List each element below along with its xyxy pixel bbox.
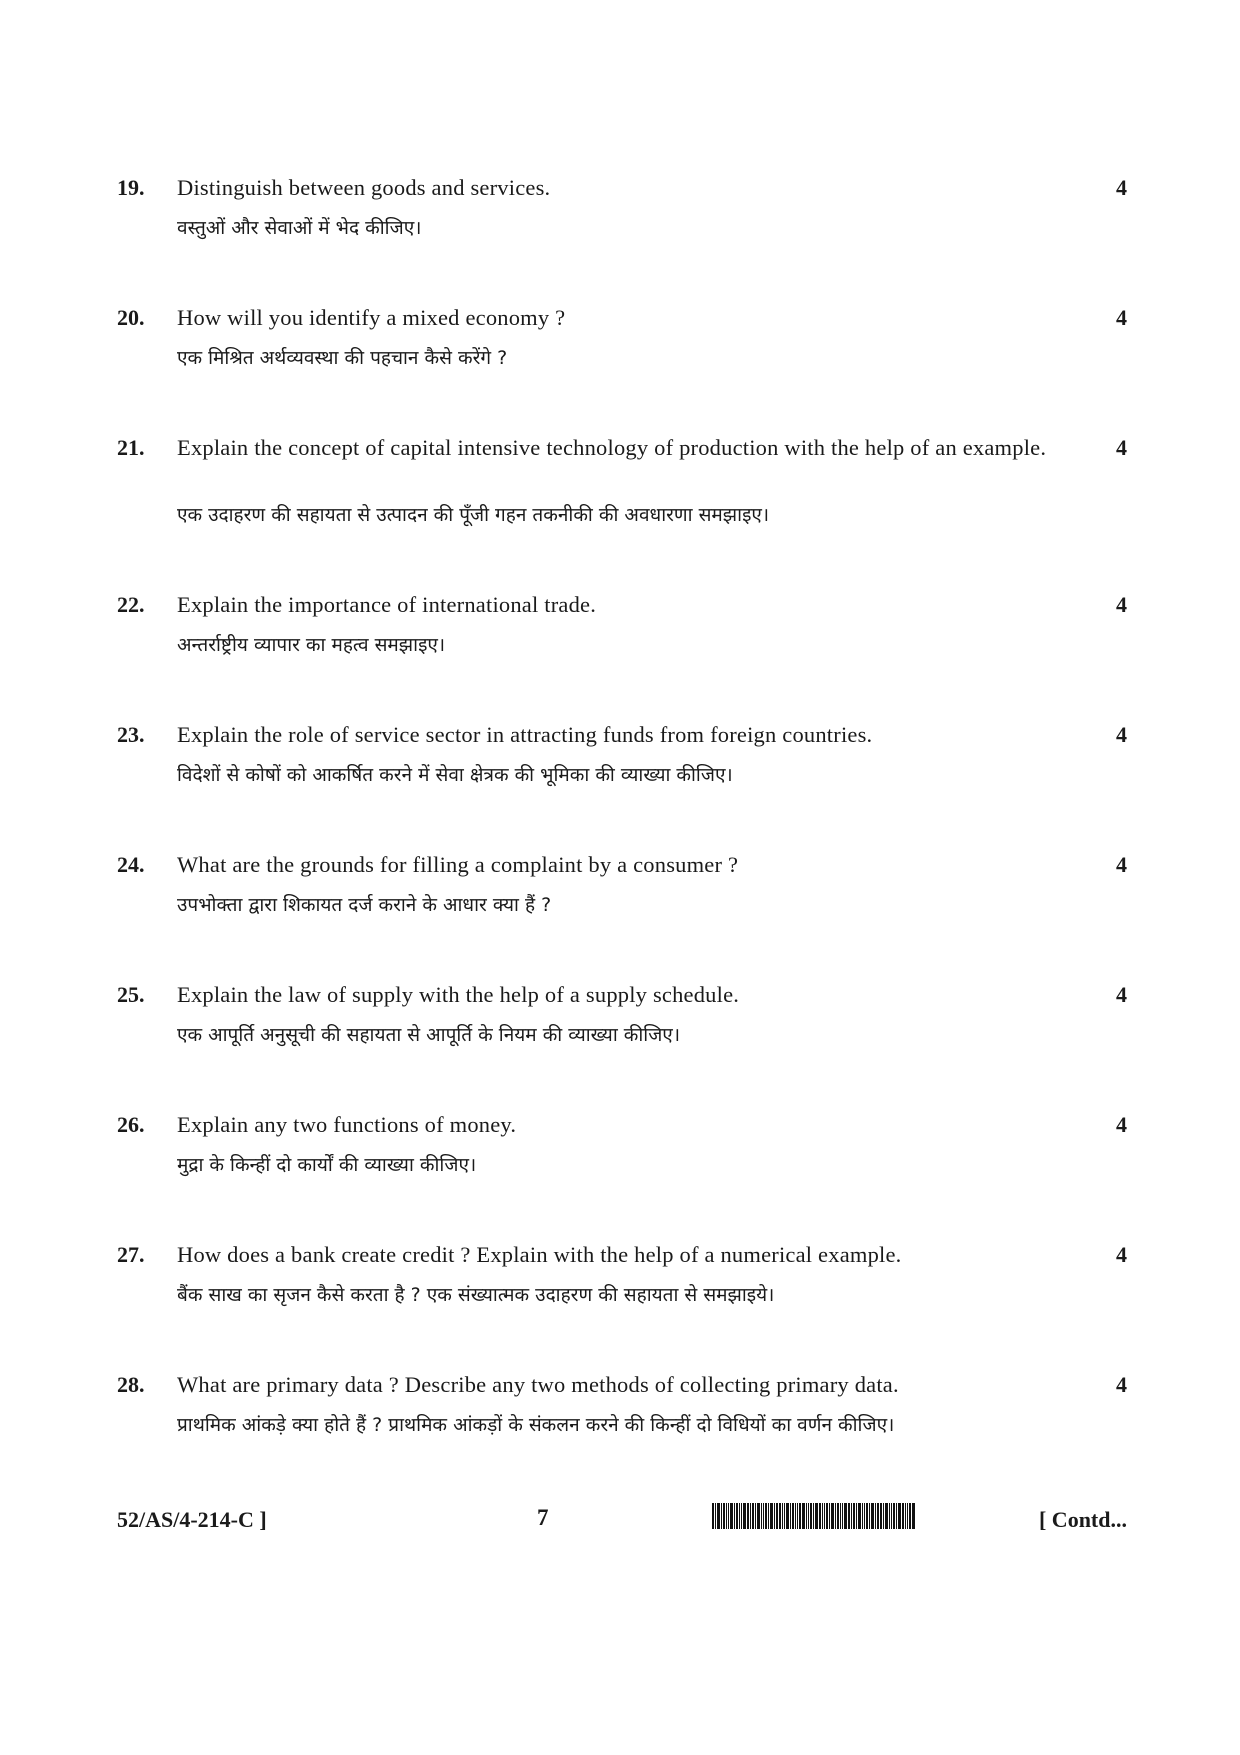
continued-label: [ Contd... (1038, 1507, 1127, 1532)
question-number: 21. (117, 435, 145, 460)
question-text-english: What are primary data ? Describe any two methods of collecting primary data. (177, 1372, 899, 1397)
question-text-english: Explain any two functions of money. (177, 1112, 517, 1137)
question-marks: 4 (1116, 982, 1127, 1007)
question-marks: 4 (1116, 722, 1127, 747)
question-number: 28. (117, 1372, 145, 1397)
page-footer (117, 1503, 1127, 1539)
question-text-hindi: अन्तर्राष्ट्रीय व्यापार का महत्व समझाइए। (177, 634, 446, 656)
question-text-english: Explain the role of service sector in attracting funds from foreign countries. (177, 722, 873, 747)
question-text-english: Explain the concept of capital intensive technology of production with the help of an example. (177, 435, 1047, 460)
question-number: 25. (117, 982, 145, 1007)
question-text-english: How will you identify a mixed economy ? (177, 305, 566, 330)
question-text-english: Explain the importance of international trade. (177, 592, 597, 617)
question-number: 19. (117, 175, 145, 200)
question-number: 26. (117, 1112, 145, 1137)
question-number: 20. (117, 305, 145, 330)
question-marks: 4 (1116, 175, 1127, 200)
question-marks: 4 (1116, 305, 1127, 330)
question-text-hindi: एक उदाहरण की सहायता से उत्पादन की पूँजी गहन तकनीकी की अवधारणा समझाइए। (177, 504, 770, 526)
question-marks: 4 (1116, 1242, 1127, 1267)
question-marks: 4 (1116, 435, 1127, 460)
question-number: 27. (117, 1242, 145, 1267)
barcode-icon (712, 1503, 1012, 1529)
question-text-hindi: विदेशों से कोषों को आकर्षित करने में सेवा क्षेत्रक की भूमिका की व्याख्या कीजिए। (177, 764, 733, 786)
question-text-english: Explain the law of supply with the help of a supply schedule. (177, 982, 740, 1007)
question-marks: 4 (1116, 592, 1127, 617)
question-text-english: Distinguish between goods and services. (177, 175, 551, 200)
question-marks: 4 (1116, 1372, 1127, 1397)
question-marks: 4 (1116, 852, 1127, 877)
question-text-hindi: एक मिश्रित अर्थव्यवस्था की पहचान कैसे करेंगे ? (177, 347, 508, 369)
question-text-hindi: वस्तुओं और सेवाओं में भेद कीजिए। (177, 217, 422, 239)
question-number: 24. (117, 852, 145, 877)
question-text-english: What are the grounds for filling a complaint by a consumer ? (177, 852, 739, 877)
question-text-english: How does a bank create credit ? Explain with the help of a numerical example. (177, 1242, 902, 1267)
question-number: 22. (117, 592, 145, 617)
question-number: 23. (117, 722, 145, 747)
question-text-hindi: मुद्रा के किन्हीं दो कार्यों की व्याख्या कीजिए। (177, 1154, 477, 1176)
page-number: 7 (537, 1505, 549, 1530)
question-marks: 4 (1116, 1112, 1127, 1137)
paper-code: 52/AS/4-214-C ] (117, 1507, 267, 1532)
question-text-hindi: एक आपूर्ति अनुसूची की सहायता से आपूर्ति के नियम की व्याख्या कीजिए। (177, 1024, 681, 1046)
question-text-hindi: प्राथमिक आंकड़े क्या होते हैं ? प्राथमिक आंकड़ों के संकलन करने की किन्हीं दो विधियों का वर्णन कीजिए। (177, 1414, 895, 1436)
question-text-hindi: उपभोक्ता द्वारा शिकायत दर्ज कराने के आधार क्या हैं ? (177, 894, 552, 916)
question-text-hindi: बैंक साख का सृजन कैसे करता है ? एक संख्यात्मक उदाहरण की सहायता से समझाइये। (177, 1284, 775, 1306)
